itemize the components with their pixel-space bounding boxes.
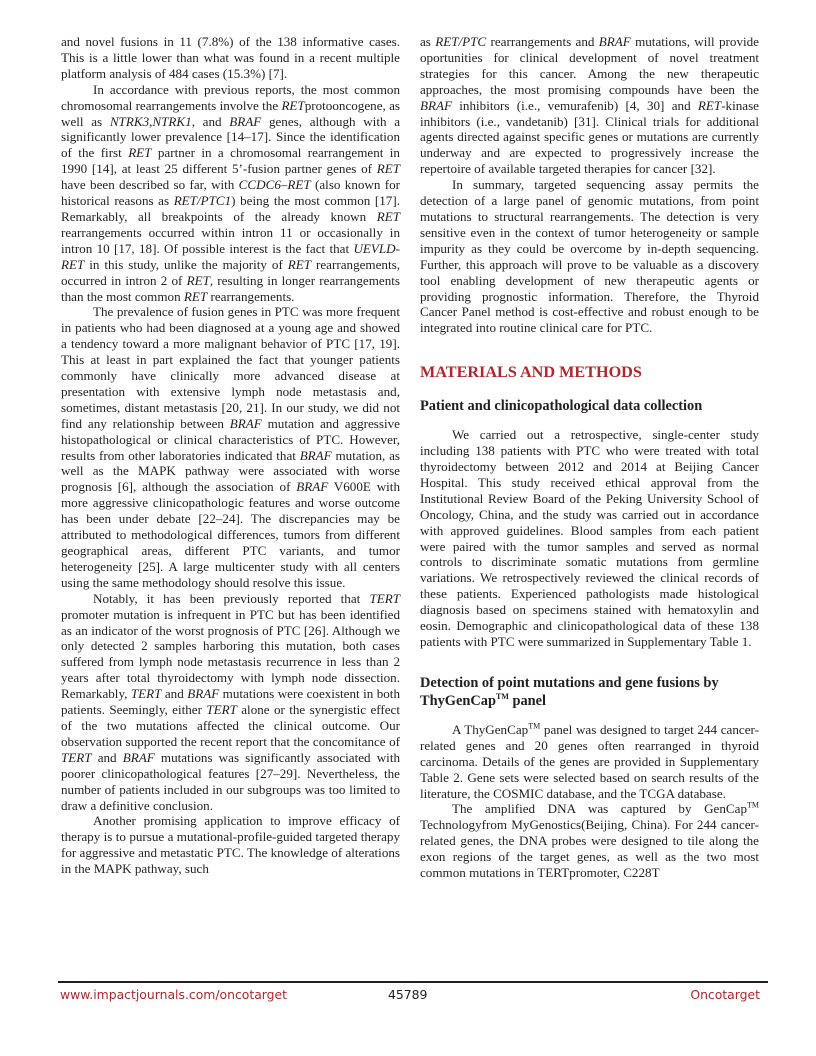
gene-name-italic: RET — [376, 161, 400, 177]
text-run: The amplified DNA was captured by GenCap — [452, 801, 747, 817]
gene-name-italic: CCDC6–RET — [238, 177, 311, 193]
text-run: ) being the most common [17]. Remarkably, all breakpoints of the already known — [61, 193, 400, 224]
text-run: rearrangements and — [486, 34, 599, 49]
gene-name-italic: UEVLD-RET — [61, 240, 400, 272]
footer-divider — [58, 981, 768, 983]
text-run: mutations, will provide oportunities for clinical development of novel treatment strategies for this cancer. Among the new therapeutic approaches, the most promising compounds have been the — [420, 34, 759, 97]
text-run: V600E with more aggressive clinicopathologic features and worse outcome has been under debate [22–24]. The discrepancies may be attributed to methodological differences, tumors from different geographical areas, different PTC variants, and tumor heterogeneity [25]. A large multicenter study with all centers using the same methodology should resolve this issue. — [61, 479, 400, 590]
gene-name-italic: BRAF — [296, 479, 329, 495]
text-run: genes, although with a significantly lower prevalence [14–17]. Since the identification of the first — [61, 113, 401, 161]
subsection-heading-detection-tail: panel — [508, 692, 547, 709]
gene-name-italic: RET — [287, 256, 312, 272]
text-run: A ThyGenCap — [452, 721, 529, 737]
text-run: mutation, as well as the MAPK pathway were associated with worse prognosis [6], although the association of — [61, 447, 400, 495]
gene-name-italic: TERT — [130, 686, 162, 702]
text-run: Technologyfrom MyGenostics(Beijing, China). For 244 cancer-related genes, the DNA probes were designed to tile along the exon regions of the target genes, as well as the two most common mutations in TERTpromoter, C228T — [420, 817, 759, 881]
paragraph — [61, 34, 400, 82]
paragraph — [420, 34, 759, 177]
subsection-heading-detection-text: Detection of point mutations and gene fusions by ThyGenCap — [420, 674, 719, 709]
text-run: inhibitors (i.e., vemurafenib) [4, 30] and — [452, 97, 698, 113]
text-run: as — [420, 34, 436, 49]
footer-journal-name: Oncotarget — [690, 987, 760, 1002]
text-run: , and — [191, 113, 230, 129]
gene-name-italic: BRAF — [420, 97, 452, 113]
text-run: in this study, unlike the majority of — [84, 256, 288, 272]
gene-name-italic: RET/PTC1 — [173, 193, 232, 209]
text-run: panel was designed to target 244 cancer-related genes and 20 genes often rearranged in thyroid carcinoma. Details of the genes are provided in Supplementary Table 2. Gene sets were selected based on search results of the literature, the COSMIC database, and the TCGA database. — [420, 721, 759, 801]
discussion-conclusion-body — [420, 34, 759, 336]
paragraph — [420, 722, 759, 802]
left-column-body — [61, 34, 400, 877]
paragraph — [420, 177, 759, 336]
text-run: We carried out a retrospective, single-center study including 138 patients with PTC who were treated with total thyroidectomy between 2012 and 2014 at Beijing Cancer Hospital. This study received ethical approval from the Institutional Review Board of the Peking University School of Oncology, China, and the study was carried out in accordance with approved guidelines. Blood samples from each patient were paired with the tumor samples and served as normal controls to discriminate somatic mutations from germline variations. We retrospectively reviewed the clinical records of these patients. Experienced pathologists made histological diagnosis based on specimens stained with hematoxylin and eosin. Demographic and clinicopathological data of these 138 patients with PTC were summarized in Supplementary Table 1. — [420, 427, 759, 649]
gene-name-italic: BRAF — [299, 447, 332, 463]
text-run: protooncogene, as well as — [61, 97, 401, 129]
footer-journal-url-link[interactable]: www.impactjournals.com/oncotarget — [60, 987, 288, 1002]
detection-body — [420, 722, 759, 881]
left-column — [61, 34, 400, 877]
text-run: (also known for historical reasons as — [61, 177, 400, 209]
text-run: , resulting in longer rearrangements than the most common — [61, 272, 400, 304]
gene-name-italic: BRAF — [229, 113, 262, 129]
gene-name-italic: RET — [281, 97, 305, 113]
subsection-heading-patient-data: Patient and clinicopathological data collection — [420, 398, 703, 415]
gene-name-italic: TERT — [369, 590, 400, 606]
text-run: alone or the synergistic effect of the two mutations affected the clinical outcome. Our observation supported the recent report that the concomitance of — [61, 702, 400, 749]
text-run: The prevalence of fusion genes in PTC was more frequent in patients who had been diagnosed at a young age and showed a tendency toward a more malignant behavior of PTC [17, 19]. This at least in part explained the fact that younger patients commonly have clinically more advanced disease at presentation with extensive lymph node metastasis and, sometimes, distant metastasis [20, 21]. In our study, we did not find any relationship between — [61, 304, 400, 431]
gene-name-italic: NTRK3,NTRK1 — [109, 113, 192, 129]
paragraph — [61, 304, 400, 590]
text-run: rearrangements occurred within intron 11 or occasionally in intron 10 [17, 18]. Of possible interest is the fact that — [61, 224, 400, 256]
text-run: and — [161, 686, 188, 702]
trademark-mark: TM — [495, 692, 509, 702]
trademark-mark: TM — [747, 801, 759, 811]
text-run: have been described so far, with — [61, 177, 239, 193]
paragraph — [420, 801, 759, 881]
gene-name-italic: RET — [186, 272, 210, 288]
text-run: mutations were coexistent in both patients. Seemingly, either — [61, 686, 400, 718]
right-column — [420, 34, 759, 881]
gene-name-italic: RET — [697, 97, 722, 113]
paragraph — [61, 82, 400, 305]
text-run: partner in a chromosomal rearrangement in 1990 [14], at least 25 different 5’-fusion partner genes of — [61, 145, 400, 177]
text-run: -kinase inhibitors (i.e., vandetanib) [31]. Clinical trials for additional agents directed against specific genes or mutations are currently underway and are expected to progressively increase the repertoire of available targeted therapies for cancer [32]. — [420, 97, 759, 177]
gene-name-italic: BRAF — [187, 686, 220, 702]
text-run: and novel fusions in 11 (7.8%) of the 138 informative cases. This is a little lower than what was found in a recent multiple platform analysis of 484 cases (15.3%) [7]. — [61, 34, 400, 81]
trademark-mark: TM — [528, 721, 541, 731]
gene-name-italic: BRAF — [122, 749, 155, 765]
text-run: rearrangements, occurred in intron 2 of — [61, 256, 400, 288]
patient-data-body — [420, 427, 759, 650]
gene-name-italic: RET/PTC — [435, 34, 487, 49]
page-number: 45789 — [388, 987, 428, 1002]
text-run: In summary, targeted sequencing assay permits the detection of a large panel of genomic mutations, from point mutations to structural rearrangements. The detection is very sensitive even in the context of tumor heterogeneity or sample impurity as they could be overcome by in-depth sequencing. Further, this approach will prove to be valuable as a discovery tool enabling development of new therapeutic agents or providing prognostic information. Therefore, the Thyroid Cancer Panel method is cost-effective and robust enough to be integrated into routine clinical care for PTC. — [420, 177, 759, 336]
text-run: Another promising application to improve efficacy of therapy is to pursue a mutational-profile-guided targeted therapy for aggressive and metastatic PTC. The knowledge of alterations in the MAPK pathway, such — [61, 813, 401, 877]
gene-name-italic: BRAF — [598, 34, 631, 49]
subsection-heading-detection — [420, 674, 759, 710]
text-run: and — [91, 749, 123, 765]
text-run: rearrangements. — [207, 288, 295, 304]
gene-name-italic: RET — [376, 208, 400, 224]
gene-name-italic: TERT — [61, 749, 92, 765]
paragraph — [420, 427, 759, 650]
paragraph — [61, 591, 400, 814]
gene-name-italic: TERT — [206, 702, 237, 718]
text-run: promoter mutation is infrequent in PTC but has been identified as an indicator of the worst prognosis of PTC [26]. Although we only detected 2 samples harboring this mutation, both cases suffered from lymph node metastasis recurrence in less than 2 years after total thyroidectomy with lymph node dissection. Remarkably, — [61, 606, 400, 702]
gene-name-italic: BRAF — [229, 415, 262, 431]
text-run: mutation and aggressive histopathological or clinical characteristics of PTC. However, results from other laboratories indicated that — [61, 415, 400, 463]
text-run: Notably, it has been previously reported that — [93, 590, 370, 606]
gene-name-italic: RET — [128, 145, 152, 161]
gene-name-italic: RET — [183, 288, 208, 304]
text-run: In accordance with previous reports, the most common chromosomal rearrangements involve the — [61, 81, 400, 113]
section-heading-materials-methods: MATERIALS AND METHODS — [420, 363, 642, 382]
paragraph — [61, 813, 400, 877]
text-run: mutations was significantly associated with poorer clinicopathological features [27–29]. Nevertheless, the number of patients included in our subgroups was too limited to draw a definitive conclusion. — [61, 749, 400, 813]
